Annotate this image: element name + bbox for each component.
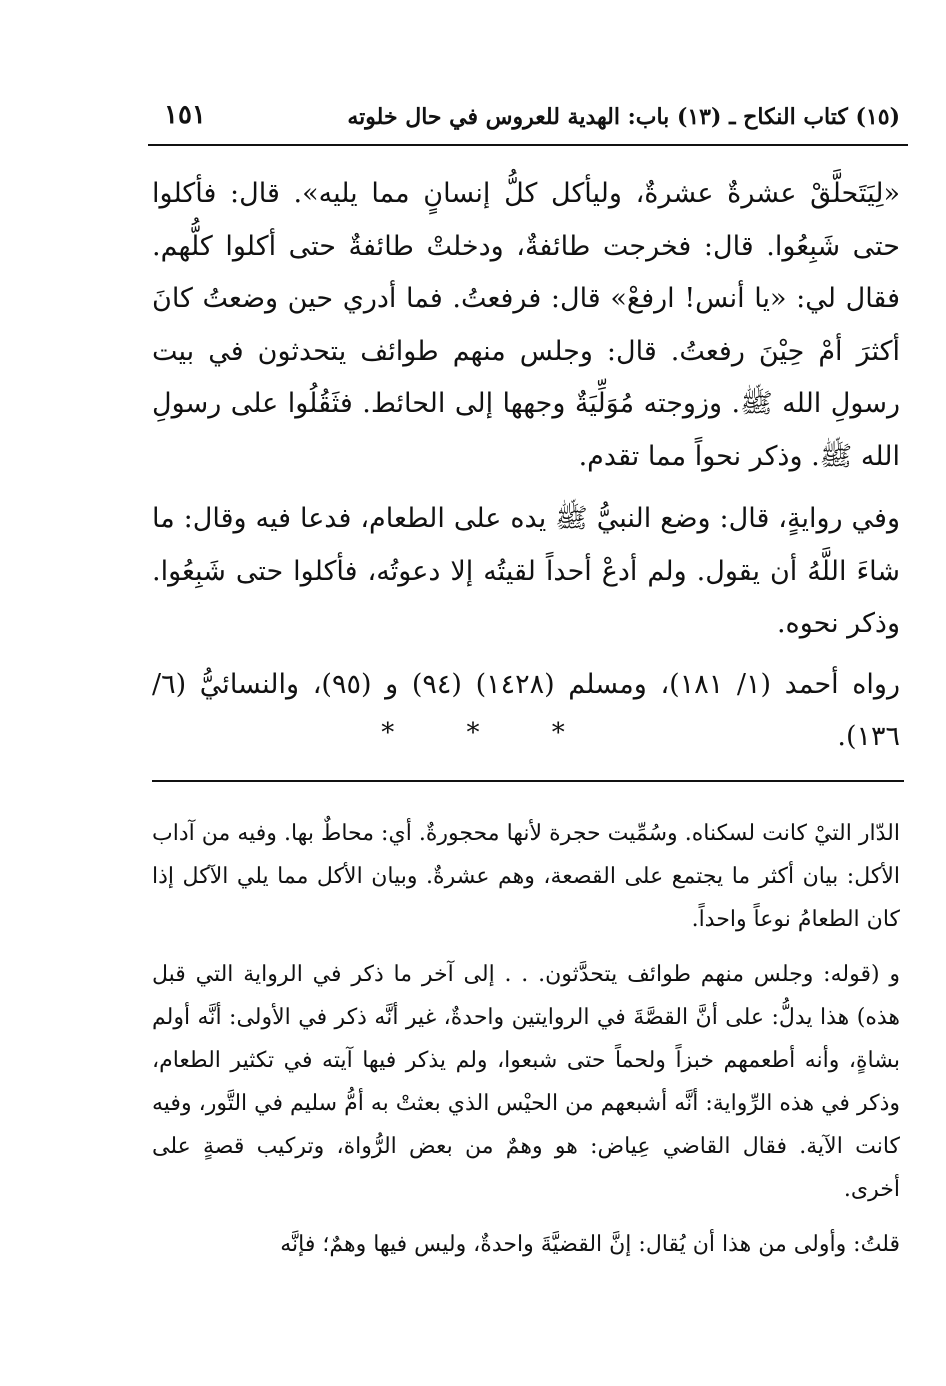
running-header-title: (١٥) كتاب النكاح ـ (١٣) باب: الهدية للعروس في حال خلوته: [347, 104, 900, 130]
page-number: ١٥١: [164, 100, 206, 130]
section-separator: [0, 718, 946, 748]
main-paragraph-1: «لِيَتَحلَّقْ عشرةٌ عشرةٌ، وليأكل كلُّ إنسانٍ مما يليه». قال: فأكلوا حتى شَبِعُوا. قال: فخرجت طائفةٌ، ودخلتْ طائفةٌ حتى أكلوا كلُّهم. فقال لي: «يا أنس! ارفعْ» قال: فرفعتُ. فما أدري حين وضعتُ كانَ أكثرَ أمْ حِيْنَ رفعتُ. قال: وجلس منهم طوائف يتحدثون في بيت رسولِ الله ﷺ. وزوجته مُوَلِّيَةٌ وجهها إلى الحائط. فثَقُلُوا على رسولِ الله ﷺ. وذكر نحواً مما تقدم.: [152, 178, 900, 472]
main-paragraph-3: رواه أحمد (١/ ١٨١)، ومسلم (١٤٢٨) (٩٤) و (٩٥)، والنسائيُّ (٦/ ١٣٦).: [152, 668, 901, 752]
separator-star: *: [466, 718, 480, 748]
main-paragraph-2: وفي روايةٍ، قال: وضع النبيُّ ﷺ يده على الطعام، فدعا فيه وقال: ما شاءَ اللَّهُ أن يقول. ولم أدعْ أحداً لقيتُه إلا دعوتُه، فأكلوا حتى شَبِعُوا. وذكر نحوه.: [152, 503, 900, 639]
main-text: [152, 168, 900, 772]
footnotes: [152, 812, 900, 1278]
separator-star: *: [381, 718, 395, 748]
footnote-rule: [152, 780, 904, 782]
footnote-paragraph-3: قلتُ: وأولى من هذا أن يُقال: إنَّ القضيَّةَ واحدةٌ، وليس فيها وهمٌ؛ فإنَّه: [280, 1232, 900, 1257]
separator-star: *: [551, 718, 565, 748]
footnote-paragraph-2: و (قوله: وجلس منهم طوائف يتحدَّثون. . . إلى آخر ما ذكر في الرواية التي قبل هذه) هذا يدلُّ: على أنَّ القصَّةَ في الروايتين واحدةٌ، غير أنَّه ذكر في الأولى: أنَّه أولم بشاةٍ، وأنه أطعمهم خبزاً ولحماً حتى شبعوا، ولم يذكر فيها آيته في تكثير الطعام، وذكر في هذه الرِّواية: أنَّه أشبعهم من الحيْس الذي بعثتْ به أمُّ سليم في التَّور، وفيه كانت الآية. فقال القاضي عِياض: هو وهمٌ من بعض الرُّواة، وتركيب قصةٍ على أخرى.: [152, 962, 900, 1202]
running-header: [148, 96, 908, 140]
footnote-paragraph-1: الدّار التيْ كانت لسكناه. وسُمِّيت حجرة لأنها محجورةٌ. أي: محاطٌ بها. وفيه من آداب الأكل: بيان أكثر ما يجتمع على القصعة، وهم عشرةٌ. وبيان الأكل مما يلي الآكل إذا كان الطعامُ نوعاً واحداً.: [152, 821, 900, 932]
header-rule: [148, 144, 908, 146]
